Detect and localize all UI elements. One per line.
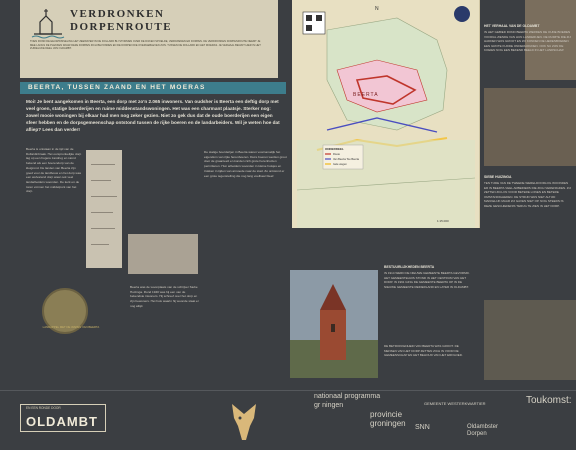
body-column-2: De statige boerderijen in Beerta waren voornamelijk het eigendom van rijke herenboeren. Deze boeren werden groot door de graanteelt en konden zich grote herenhuizen permitteren. Hun arbeiders woonden in kleine huisjes en trokken in tijden van armoede naar de stad. Zo ontstond er een grote tegenstelling die nog lang voelbaar bleef.	[204, 150, 287, 178]
route-title-line2: DORPENROUTE	[70, 21, 173, 33]
intro-paragraph: TOEN ROND DE EEUWWISSELING HET ZEEWATER IN DE DOLLARD BIJ STORMEN OVER DE DIJKEN SPOELDE, VERDWENEN ER DORPEN. DE VERDRONKEN DORPENROUTE NEEMT JE MEE LANGS DE PLEKKEN WAAR DEZE DORPEN ZICH BEVONDEN EN DE DORPEN DIE OVERGEBLEVEN ZIJN. TUSSEN DE DOLLARD EN HET MOERAS.	[30, 40, 261, 47]
sidebar-body-4: DE BETROKKENHEID VAN BEERTA WAS GROOT. DE MENSEN VAN HET DORP ZETTEN ZICH IN VOOR DE GEMEENSCHAP EN HET BEHOUD VAN HET ERFGOED.	[384, 344, 463, 358]
archive-photo	[86, 150, 122, 268]
oldambt-logo: OLDAMBT	[26, 414, 98, 429]
church-drowning-icon	[30, 6, 66, 40]
partner-oldambster: Oldambster	[467, 424, 499, 430]
partner-national-programme: nationaal programma	[314, 393, 381, 400]
carved-panel-photo	[484, 300, 576, 380]
intro-text	[30, 40, 266, 51]
cattle-photo	[484, 88, 576, 166]
route-map	[297, 0, 475, 228]
intro-paragraph-2: JE VERHAAL BEGINT HIER IN HET ZUIDELIJKE DEEL VAN OLDAMBT.	[30, 43, 261, 51]
partner-gemeente: GEMEENTE WESTERKWARTIER	[424, 401, 486, 406]
map-legend-1: Route	[333, 153, 340, 156]
lead-paragraph: Moi! Je bent aangekomen in Beerta, een dorp met zo'n 2.065 inwoners. Van oudsher is Beerta een deftig dorp met veel groen, statige boerderijen en ruime middenstandswoningen. Het was een charmant plaatsje. Sterker nog: zowel mooie woningen bij elkaar had men nog zeker gezien. Niet zo gek dus dat de oude boerderijen een eigen sfeer hebben en de dorpsgemeenschap ontstond tussen de rijke boeren en de landarbeiders. Wil je weten hoe dat afliep? Lees dan verder!	[26, 99, 280, 133]
partner-snn: SNN	[415, 424, 430, 431]
municipal-emblem-icon	[454, 6, 470, 22]
map-legend-3: Gele wegen	[333, 163, 347, 166]
logo-tagline: EN EEN RONDE DOOR	[26, 406, 61, 410]
map-scale: 1:15.000	[437, 219, 449, 223]
partner-toukomst: Toukomst:	[526, 395, 572, 406]
body-column-1: Beerta is ontstaan in de tijd van de Dollardinbraak. Het oorspronkelijke dorp lag op een hogere zandrug en stond bekend als een boerendorp van de kleigrond. De landen van Beerta zijn goed voor de landbouw en het dorp was een welvarend dorp waar ook veel landarbeiders woonden. De kerk en de toren vormen het middelpunt van het dorp.	[26, 147, 82, 194]
partner-national-programme-line2: gr ningen	[314, 402, 344, 409]
section-title: BEERTA, TUSSEN ZAAND EN HET MOERAS	[28, 84, 206, 91]
sidebar-heading-1: HET VERHAAL VAN DE OLDAMBT	[484, 24, 540, 28]
sidebar-body-1: IN HET GEBIED ROND BEERTA WERDEN DE OUDE BOEREN VOORAL ZIENDE VAN HUN LANDERIJEN. DE RUIMTE DIE ZIJ HADDEN WAS GROOT EN ZO KONDEN DE HERENBOEREN EEN GROTE KUDDE ONDERHOUDEN. OOK NU ZIJN DE KOEIEN NOG EEN BEKEND BEELD IN HET LANDSCHAP.	[484, 30, 571, 53]
compass-north-label: N	[375, 6, 379, 12]
house-photo	[128, 234, 198, 274]
map-legend-title: ONDERDEEL	[325, 147, 344, 151]
sidebar-body-2: TEN TIJDE VAN DE TWEEDE WERELDOORLOG WOONDEN ER IN BEERTA VEEL ARBEIDERS DIE ZICH VERENIGDEN. ZIJ ZETTEN ZICH IN VOOR BETERE LONEN EN BETERE OMSTANDIGHEDEN. DE STRIJD WAS NIET ALTIJD MAKKELIJK MAAR ZIJ GAVEN NIET OP. NOG STEEDS IS DEZE GESCHIEDENIS TERUG TE ZIEN IN HET DORP.	[484, 181, 571, 208]
deer-head-icon	[224, 400, 264, 442]
map-label-beerta: BEERTA	[353, 92, 379, 98]
seal-caption: LANDAPPEL MET DE WAPEN VAN BEERTA	[42, 325, 100, 329]
map-legend-2: Van Beerta Toe Beerta	[333, 158, 360, 161]
route-title-line1: VERDRONKEN	[70, 8, 165, 20]
church-photo	[290, 270, 378, 378]
partner-oldambster-line2: Dorpen	[467, 431, 487, 437]
partner-provincie-line2: groningen	[370, 419, 406, 428]
sidebar-heading-2: SIEBE HUIZINGA	[484, 175, 512, 179]
sidebar-body-3: IN 1914 WERD DE NIEUWE GEMEENTE BEERTA GEVORMD. HET GEMEENTEHUIS STOND IN HET CENTRUM VAN HET DORP. IN 1991 GING DE GEMEENTE BEERTA OP IN DE NIEUWE GEMEENTE REIDERLAND EN LATER IN OLDAMBT.	[384, 271, 470, 289]
partner-provincie: provincie	[370, 410, 403, 419]
body-column-3: Beerta was de woonplaats van de schrijver Siebe Huizinga. Rond 1940 was hij een van de bekendste inwoners. Hij schreef over het dorp en zijn bewoners. Het huis waarin hij woonde staat er nog altijd.	[130, 285, 199, 308]
sidebar-heading-3: BESTUURLIJKHEDEN BEERTA	[384, 265, 435, 269]
